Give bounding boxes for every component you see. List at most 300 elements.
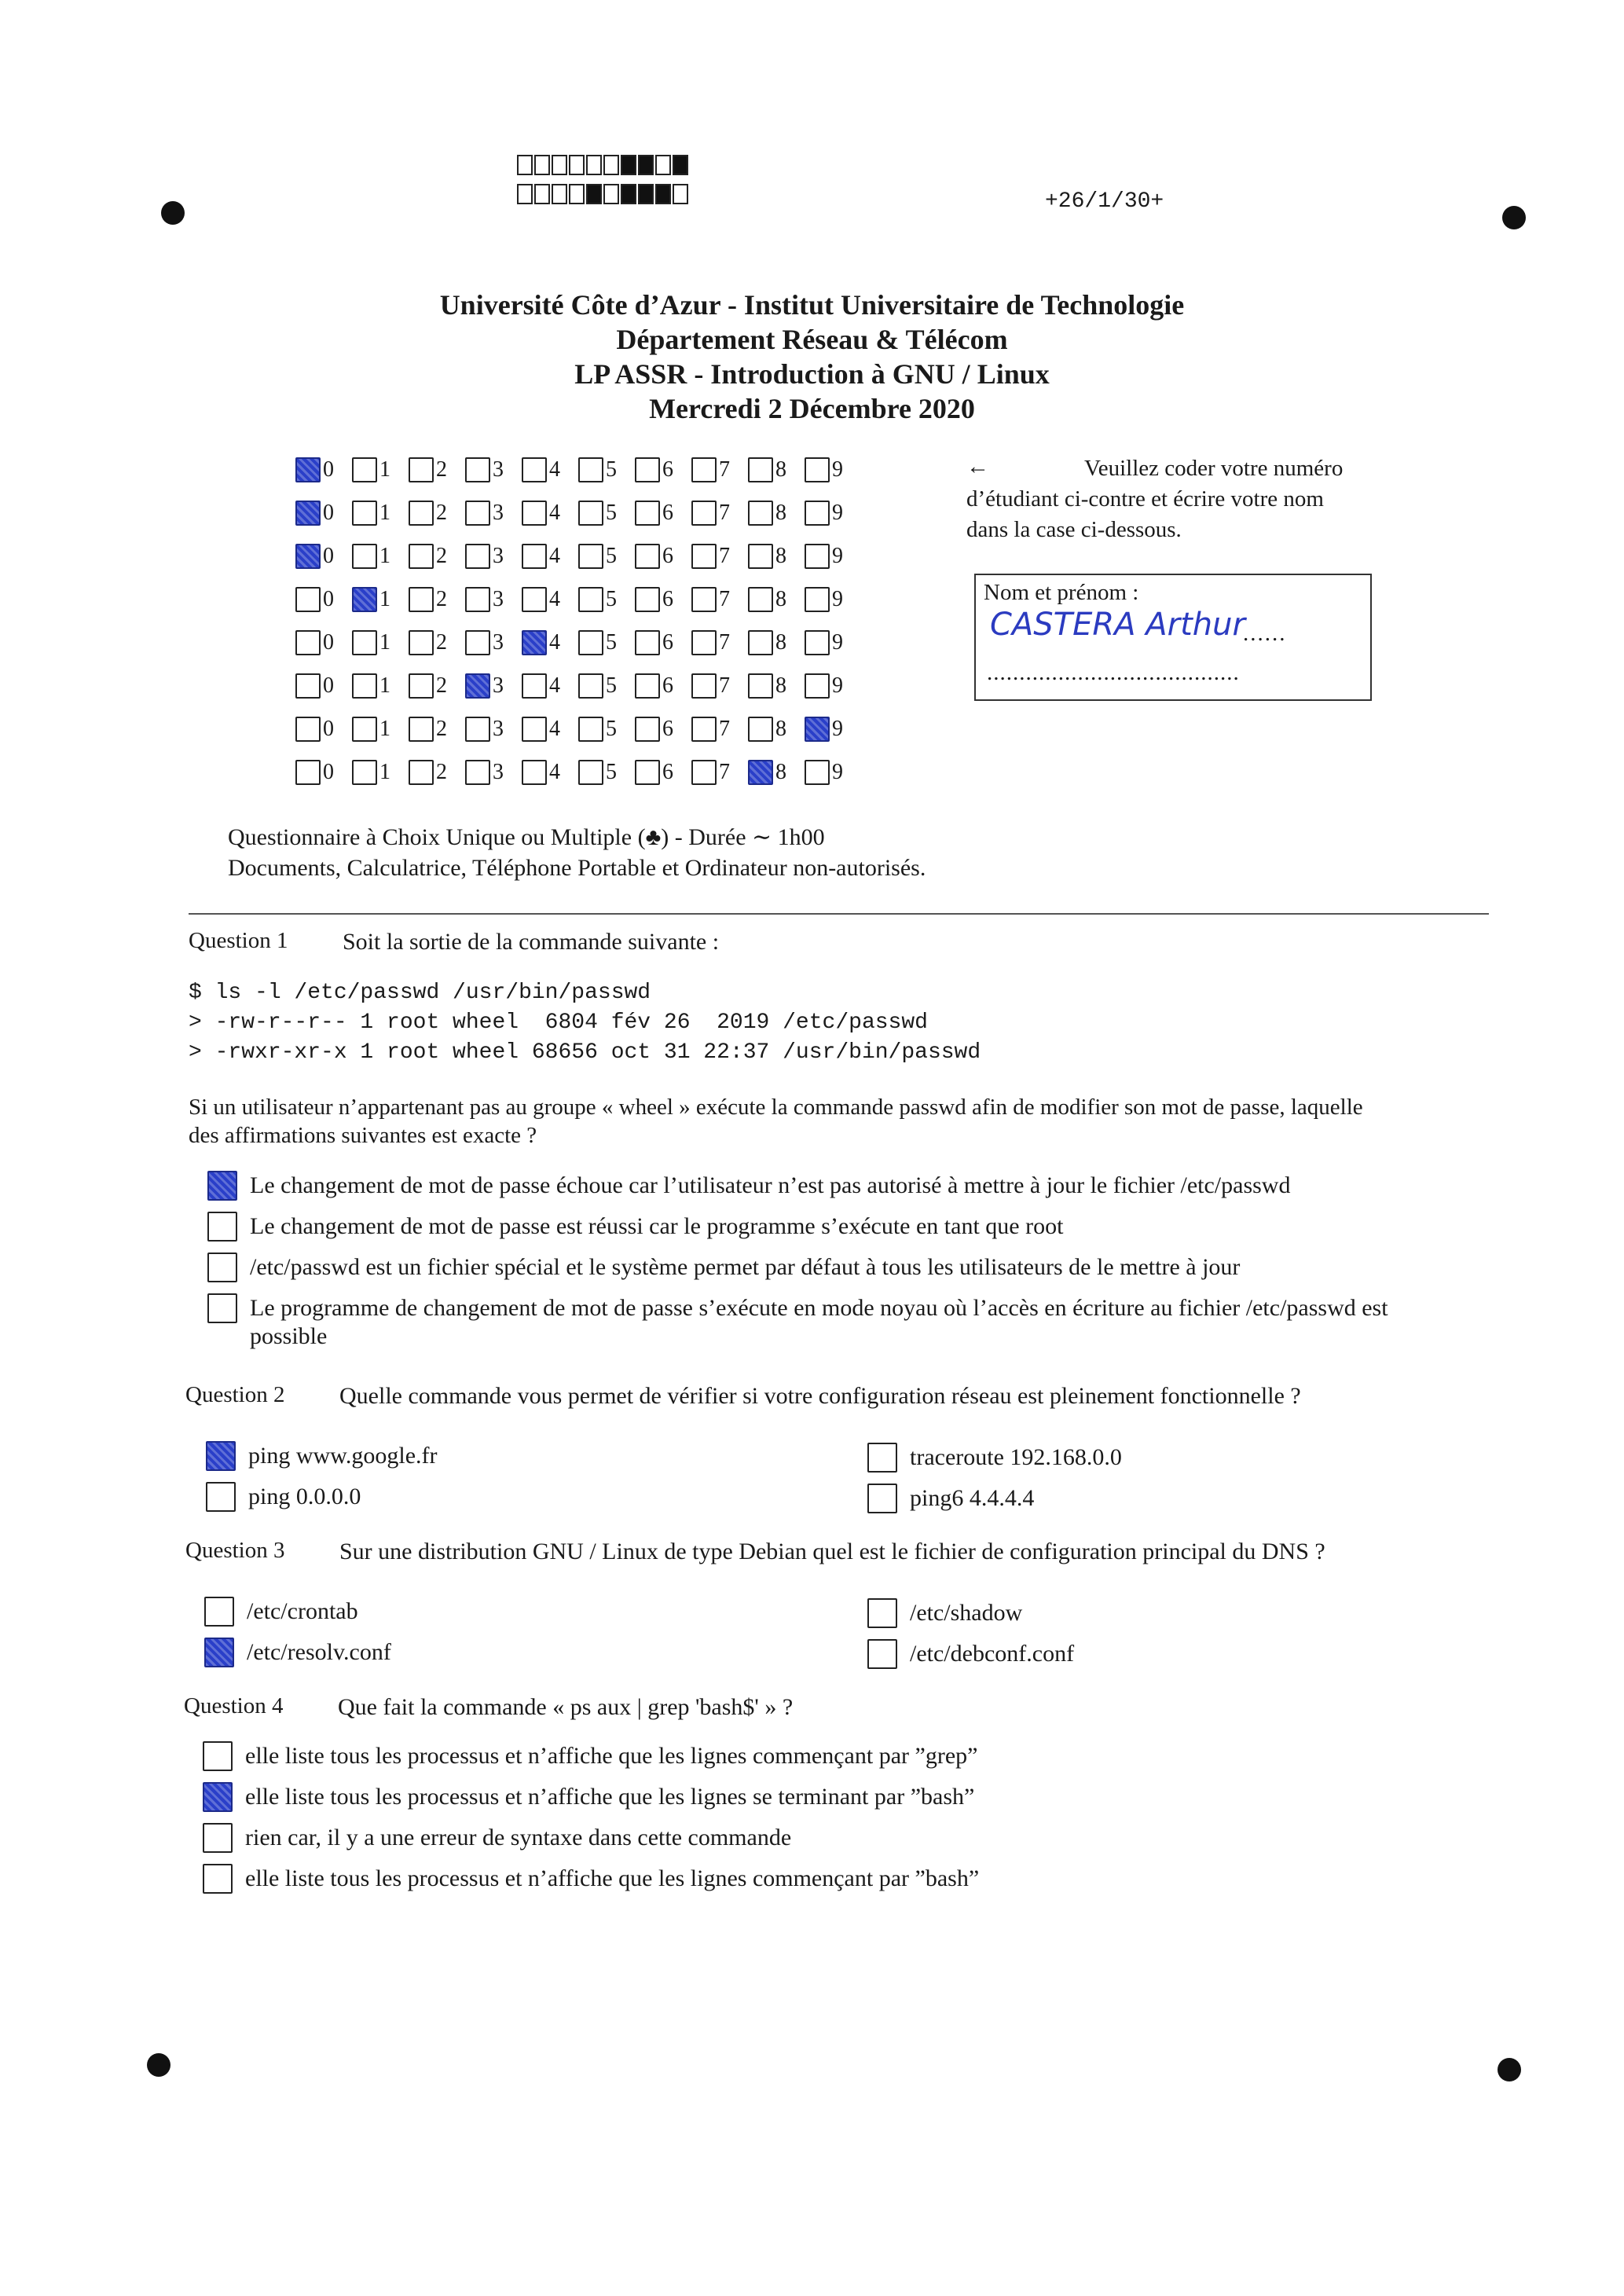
command-output-line-1: > -rw-r--r-- 1 root wheel 6804 fév 26 2019 /etc/passwd bbox=[189, 1010, 928, 1035]
digit-option[interactable] bbox=[691, 457, 748, 482]
digit-option[interactable] bbox=[465, 760, 522, 785]
digit-option[interactable] bbox=[805, 717, 861, 742]
digit-option[interactable] bbox=[748, 760, 805, 785]
question-2-prompt: Quelle commande vous permet de vérifier si votre configuration réseau est pleinement fonctionnelle ? bbox=[339, 1383, 1301, 1409]
digit-checkbox[interactable] bbox=[691, 630, 717, 655]
digit-option[interactable] bbox=[578, 630, 635, 655]
digit-checkbox[interactable] bbox=[805, 457, 830, 482]
q1-choice-1[interactable] bbox=[207, 1172, 1290, 1201]
question-1-text-line-2: des affirmations suivantes est exacte ? bbox=[189, 1123, 537, 1148]
digit-label: 8 bbox=[775, 501, 786, 525]
digit-checkbox[interactable] bbox=[635, 501, 660, 526]
digit-option[interactable] bbox=[352, 544, 409, 569]
q1-choice-4-text-line-1: Le programme de changement de mot de passe s’exécute en mode noyau où l’accès en écriture au fichier /etc/passwd est bbox=[250, 1295, 1388, 1321]
digit-checkbox[interactable] bbox=[691, 717, 717, 742]
digit-option[interactable] bbox=[691, 717, 748, 742]
q1-choice-4[interactable] bbox=[207, 1295, 1388, 1350]
digit-checkbox[interactable] bbox=[691, 587, 717, 612]
digit-label: 2 bbox=[436, 630, 447, 655]
question-3-prompt: Sur une distribution GNU / Linux de type Debian quel est le fichier de configuration principal du DNS ? bbox=[339, 1539, 1325, 1564]
q3-choice-2-text: /etc/shadow bbox=[910, 1600, 1023, 1626]
digit-option[interactable] bbox=[352, 630, 409, 655]
digit-checkbox[interactable] bbox=[522, 673, 547, 699]
digit-label: 0 bbox=[323, 717, 334, 741]
instructions-line-3: dans la case ci-dessous. bbox=[966, 517, 1182, 542]
digit-option[interactable] bbox=[635, 587, 691, 612]
digit-checkbox[interactable] bbox=[805, 587, 830, 612]
digit-label: 3 bbox=[493, 457, 504, 482]
digit-option[interactable] bbox=[578, 457, 635, 482]
digit-option[interactable] bbox=[409, 673, 465, 699]
digit-checkbox[interactable] bbox=[578, 587, 603, 612]
q1-choice-4-text-line-2: possible bbox=[250, 1323, 328, 1349]
digit-label: 1 bbox=[379, 544, 390, 568]
q2-choice-3-checkbox[interactable] bbox=[206, 1482, 236, 1512]
page-code: +26/1/30+ bbox=[1045, 189, 1164, 214]
digit-checkbox[interactable] bbox=[409, 587, 434, 612]
q4-choice-1-text: elle liste tous les processus et n’affiche que les lignes commençant par ”grep” bbox=[245, 1743, 978, 1769]
digit-option[interactable] bbox=[748, 544, 805, 569]
digit-option[interactable] bbox=[805, 760, 861, 785]
digit-option[interactable] bbox=[578, 544, 635, 569]
digit-checkbox[interactable] bbox=[295, 457, 321, 482]
name-box[interactable] bbox=[974, 574, 1372, 701]
digit-checkbox[interactable] bbox=[635, 760, 660, 785]
section-divider bbox=[189, 913, 1489, 915]
handwritten-name: CASTERA Arthur bbox=[990, 607, 1245, 643]
digit-option[interactable] bbox=[409, 544, 465, 569]
q3-choice-4-text: /etc/debconf.conf bbox=[910, 1641, 1075, 1667]
digit-checkbox[interactable] bbox=[409, 717, 434, 742]
q1-choice-2[interactable] bbox=[207, 1213, 1063, 1242]
digit-option[interactable] bbox=[352, 587, 409, 612]
registration-mark-top-left bbox=[161, 201, 185, 225]
digit-checkbox[interactable] bbox=[691, 544, 717, 569]
digit-checkbox[interactable] bbox=[748, 717, 773, 742]
digit-option[interactable] bbox=[295, 587, 352, 612]
digit-label: 4 bbox=[549, 673, 560, 698]
digit-checkbox[interactable] bbox=[805, 673, 830, 699]
digit-label: 8 bbox=[775, 717, 786, 741]
digit-checkbox[interactable] bbox=[465, 717, 490, 742]
digit-checkbox[interactable] bbox=[409, 630, 434, 655]
digit-option[interactable] bbox=[691, 760, 748, 785]
digit-checkbox[interactable] bbox=[295, 760, 321, 785]
digit-option[interactable] bbox=[465, 587, 522, 612]
digit-option[interactable] bbox=[805, 457, 861, 482]
digit-checkbox[interactable] bbox=[295, 630, 321, 655]
digit-option[interactable] bbox=[691, 630, 748, 655]
digit-checkbox[interactable] bbox=[465, 760, 490, 785]
digit-checkbox[interactable] bbox=[409, 544, 434, 569]
q3-choice-1-checkbox[interactable] bbox=[204, 1597, 234, 1627]
digit-checkbox[interactable] bbox=[522, 544, 547, 569]
digit-checkbox[interactable] bbox=[352, 544, 377, 569]
digit-checkbox[interactable] bbox=[635, 544, 660, 569]
digit-label: 5 bbox=[606, 501, 617, 525]
student-number-row bbox=[295, 670, 861, 702]
digit-label: 9 bbox=[832, 544, 843, 568]
q3-choice-2[interactable] bbox=[867, 1600, 1022, 1628]
digit-option[interactable] bbox=[748, 501, 805, 526]
digit-label: 8 bbox=[775, 760, 786, 784]
digit-option[interactable] bbox=[691, 501, 748, 526]
digit-option[interactable] bbox=[352, 673, 409, 699]
digit-checkbox[interactable] bbox=[465, 673, 490, 699]
digit-option[interactable] bbox=[578, 673, 635, 699]
header-date: Mercredi 2 Décembre 2020 bbox=[649, 393, 975, 424]
digit-checkbox[interactable] bbox=[352, 587, 377, 612]
q2-choice-4-checkbox[interactable] bbox=[867, 1484, 897, 1513]
digit-option[interactable] bbox=[352, 457, 409, 482]
digit-checkbox[interactable] bbox=[635, 717, 660, 742]
digit-checkbox[interactable] bbox=[748, 673, 773, 699]
digit-label: 3 bbox=[493, 544, 504, 568]
question-4-prompt: Que fait la commande « ps aux | grep 'bash$' » ? bbox=[338, 1694, 794, 1720]
q3-choice-3-text: /etc/resolv.conf bbox=[247, 1639, 391, 1665]
exam-info-line-2: Documents, Calculatrice, Téléphone Portable et Ordinateur non-autorisés. bbox=[228, 855, 926, 881]
digit-option[interactable] bbox=[522, 457, 578, 482]
digit-label: 3 bbox=[493, 501, 504, 525]
header-department: Département Réseau & Télécom bbox=[616, 324, 1008, 355]
digit-option[interactable] bbox=[578, 501, 635, 526]
digit-option[interactable] bbox=[805, 587, 861, 612]
digit-option[interactable] bbox=[805, 630, 861, 655]
q3-choice-3[interactable] bbox=[204, 1639, 391, 1667]
digit-option[interactable] bbox=[578, 760, 635, 785]
q3-choice-3-checkbox[interactable] bbox=[204, 1638, 234, 1667]
digit-label: 7 bbox=[719, 717, 730, 741]
digit-checkbox[interactable] bbox=[691, 673, 717, 699]
digit-option[interactable] bbox=[295, 760, 352, 785]
digit-option[interactable] bbox=[635, 457, 691, 482]
digit-label: 6 bbox=[662, 544, 673, 568]
digit-option[interactable] bbox=[352, 717, 409, 742]
digit-option[interactable] bbox=[295, 501, 352, 526]
digit-label: 7 bbox=[719, 760, 730, 784]
digit-checkbox[interactable] bbox=[295, 544, 321, 569]
digit-label: 4 bbox=[549, 501, 560, 525]
q2-choice-3[interactable] bbox=[206, 1484, 361, 1512]
digit-checkbox[interactable] bbox=[578, 501, 603, 526]
digit-option[interactable] bbox=[522, 760, 578, 785]
digit-checkbox[interactable] bbox=[522, 457, 547, 482]
q2-choice-1[interactable] bbox=[206, 1443, 438, 1471]
digit-option[interactable] bbox=[522, 587, 578, 612]
q3-choice-4[interactable] bbox=[867, 1641, 1074, 1669]
question-1-label: Question 1 bbox=[189, 928, 288, 953]
digit-label: 5 bbox=[606, 717, 617, 741]
digit-label: 6 bbox=[662, 630, 673, 655]
digit-label: 6 bbox=[662, 760, 673, 784]
digit-option[interactable] bbox=[465, 717, 522, 742]
digit-checkbox[interactable] bbox=[578, 673, 603, 699]
digit-option[interactable] bbox=[295, 673, 352, 699]
digit-checkbox[interactable] bbox=[748, 630, 773, 655]
command-output-line-2: > -rwxr-xr-x 1 root wheel 68656 oct 31 22:37 /usr/bin/passwd bbox=[189, 1040, 981, 1065]
digit-label: 0 bbox=[323, 501, 334, 525]
digit-label: 6 bbox=[662, 673, 673, 698]
digit-label: 0 bbox=[323, 587, 334, 611]
digit-option[interactable] bbox=[409, 760, 465, 785]
digit-label: 4 bbox=[549, 760, 560, 784]
digit-checkbox[interactable] bbox=[295, 673, 321, 699]
q1-choice-1-checkbox[interactable] bbox=[207, 1171, 237, 1201]
digit-option[interactable] bbox=[295, 457, 352, 482]
q4-choice-2[interactable] bbox=[203, 1784, 974, 1812]
student-number-row bbox=[295, 454, 861, 486]
digit-option[interactable] bbox=[748, 457, 805, 482]
digit-checkbox[interactable] bbox=[805, 717, 830, 742]
digit-checkbox[interactable] bbox=[635, 630, 660, 655]
digit-option[interactable] bbox=[805, 673, 861, 699]
digit-checkbox[interactable] bbox=[522, 501, 547, 526]
digit-option[interactable] bbox=[465, 457, 522, 482]
digit-option[interactable] bbox=[465, 673, 522, 699]
digit-checkbox[interactable] bbox=[409, 501, 434, 526]
digit-option[interactable] bbox=[748, 587, 805, 612]
student-number-row bbox=[295, 627, 861, 658]
digit-checkbox[interactable] bbox=[352, 760, 377, 785]
digit-checkbox[interactable] bbox=[295, 587, 321, 612]
question-1-prompt: Soit la sortie de la commande suivante : bbox=[343, 929, 720, 955]
digit-checkbox[interactable] bbox=[691, 457, 717, 482]
digit-checkbox[interactable] bbox=[691, 501, 717, 526]
digit-checkbox[interactable] bbox=[691, 760, 717, 785]
digit-checkbox[interactable] bbox=[578, 544, 603, 569]
digit-label: 2 bbox=[436, 760, 447, 784]
digit-option[interactable] bbox=[805, 501, 861, 526]
instructions-line-2: d’étudiant ci-contre et écrire votre nom bbox=[966, 486, 1324, 512]
digit-checkbox[interactable] bbox=[295, 717, 321, 742]
digit-checkbox[interactable] bbox=[465, 630, 490, 655]
digit-option[interactable] bbox=[635, 501, 691, 526]
digit-label: 5 bbox=[606, 630, 617, 655]
digit-option[interactable] bbox=[352, 760, 409, 785]
digit-option[interactable] bbox=[635, 544, 691, 569]
digit-option[interactable] bbox=[748, 673, 805, 699]
digit-label: 6 bbox=[662, 717, 673, 741]
digit-label: 7 bbox=[719, 544, 730, 568]
digit-checkbox[interactable] bbox=[578, 717, 603, 742]
digit-label: 9 bbox=[832, 673, 843, 698]
digit-label: 1 bbox=[379, 717, 390, 741]
q4-choice-1[interactable] bbox=[203, 1743, 977, 1771]
digit-label: 5 bbox=[606, 544, 617, 568]
digit-label: 4 bbox=[549, 630, 560, 655]
digit-checkbox[interactable] bbox=[805, 630, 830, 655]
digit-label: 5 bbox=[606, 673, 617, 698]
digit-checkbox[interactable] bbox=[352, 673, 377, 699]
digit-option[interactable] bbox=[409, 630, 465, 655]
header-course: LP ASSR - Introduction à GNU / Linux bbox=[574, 358, 1050, 390]
digit-option[interactable] bbox=[295, 630, 352, 655]
digit-label: 3 bbox=[493, 673, 504, 698]
q4-choice-1-checkbox[interactable] bbox=[203, 1741, 233, 1771]
q1-choice-4-checkbox[interactable] bbox=[207, 1293, 237, 1323]
q1-choice-3-text: /etc/passwd est un fichier spécial et le système permet par défaut à tous les utilisateurs de le mettre à jour bbox=[250, 1254, 1241, 1280]
q1-choice-2-text: Le changement de mot de passe est réussi car le programme s’exécute en tant que root bbox=[250, 1213, 1064, 1239]
digit-checkbox[interactable] bbox=[635, 673, 660, 699]
digit-checkbox[interactable] bbox=[578, 630, 603, 655]
digit-checkbox[interactable] bbox=[748, 457, 773, 482]
digit-label: 1 bbox=[379, 630, 390, 655]
q2-choice-1-text: ping www.google.fr bbox=[248, 1443, 438, 1469]
digit-checkbox[interactable] bbox=[635, 587, 660, 612]
q4-choice-4-checkbox[interactable] bbox=[203, 1864, 233, 1894]
digit-label: 7 bbox=[719, 630, 730, 655]
digit-label: 0 bbox=[323, 544, 334, 568]
q2-choice-1-checkbox[interactable] bbox=[206, 1441, 236, 1471]
digit-label: 9 bbox=[832, 457, 843, 482]
q4-choice-2-checkbox[interactable] bbox=[203, 1782, 233, 1812]
digit-label: 5 bbox=[606, 457, 617, 482]
digit-checkbox[interactable] bbox=[409, 457, 434, 482]
digit-label: 6 bbox=[662, 457, 673, 482]
digit-option[interactable] bbox=[465, 544, 522, 569]
digit-label: 4 bbox=[549, 457, 560, 482]
digit-label: 9 bbox=[832, 630, 843, 655]
digit-checkbox[interactable] bbox=[522, 587, 547, 612]
digit-option[interactable] bbox=[748, 630, 805, 655]
digit-checkbox[interactable] bbox=[805, 501, 830, 526]
instructions-line-1: Veuillez coder votre numéro bbox=[1084, 456, 1344, 481]
digit-label: 8 bbox=[775, 630, 786, 655]
digit-option[interactable] bbox=[635, 717, 691, 742]
digit-checkbox[interactable] bbox=[805, 760, 830, 785]
digit-checkbox[interactable] bbox=[748, 587, 773, 612]
student-number-row bbox=[295, 757, 861, 788]
digit-checkbox[interactable] bbox=[805, 544, 830, 569]
q3-choice-2-checkbox[interactable] bbox=[867, 1598, 897, 1628]
digit-option[interactable] bbox=[748, 717, 805, 742]
digit-option[interactable] bbox=[409, 587, 465, 612]
digit-option[interactable] bbox=[522, 717, 578, 742]
digit-checkbox[interactable] bbox=[409, 673, 434, 699]
digit-label: 2 bbox=[436, 673, 447, 698]
q2-choice-2-checkbox[interactable] bbox=[867, 1443, 897, 1473]
digit-checkbox[interactable] bbox=[465, 587, 490, 612]
command-line-1: $ ls -l /etc/passwd /usr/bin/passwd bbox=[189, 981, 651, 1005]
q4-choice-3-checkbox[interactable] bbox=[203, 1823, 233, 1853]
q1-choice-2-checkbox[interactable] bbox=[207, 1212, 237, 1242]
digit-option[interactable] bbox=[465, 630, 522, 655]
digit-option[interactable] bbox=[691, 673, 748, 699]
digit-label: 7 bbox=[719, 673, 730, 698]
question-4-label: Question 4 bbox=[184, 1693, 284, 1718]
digit-checkbox[interactable] bbox=[578, 760, 603, 785]
digit-label: 2 bbox=[436, 587, 447, 611]
q4-choice-4-text: elle liste tous les processus et n’affiche que les lignes commençant par ”bash” bbox=[245, 1865, 980, 1891]
digit-checkbox[interactable] bbox=[465, 457, 490, 482]
q4-choice-4[interactable] bbox=[203, 1865, 979, 1894]
digit-option[interactable] bbox=[635, 673, 691, 699]
q1-choice-3[interactable] bbox=[207, 1254, 1240, 1282]
digit-option[interactable] bbox=[635, 760, 691, 785]
digit-option[interactable] bbox=[522, 501, 578, 526]
digit-label: 1 bbox=[379, 501, 390, 525]
digit-checkbox[interactable] bbox=[352, 630, 377, 655]
digit-checkbox[interactable] bbox=[295, 501, 321, 526]
digit-checkbox[interactable] bbox=[635, 457, 660, 482]
digit-option[interactable] bbox=[691, 587, 748, 612]
digit-checkbox[interactable] bbox=[465, 544, 490, 569]
q4-choice-3-text: rien car, il y a une erreur de syntaxe dans cette commande bbox=[245, 1825, 792, 1850]
digit-label: 2 bbox=[436, 544, 447, 568]
registration-mark-bottom-left bbox=[147, 2053, 170, 2077]
digit-checkbox[interactable] bbox=[409, 760, 434, 785]
student-number-row bbox=[295, 584, 861, 615]
digit-checkbox[interactable] bbox=[352, 457, 377, 482]
q2-choice-3-text: ping 0.0.0.0 bbox=[248, 1484, 361, 1509]
digit-option[interactable] bbox=[409, 717, 465, 742]
digit-label: 6 bbox=[662, 501, 673, 525]
digit-checkbox[interactable] bbox=[748, 501, 773, 526]
digit-checkbox[interactable] bbox=[522, 630, 547, 655]
digit-label: 0 bbox=[323, 630, 334, 655]
q4-choice-2-text: elle liste tous les processus et n’affiche que les lignes se terminant par ”bash” bbox=[245, 1784, 975, 1810]
digit-option[interactable] bbox=[578, 717, 635, 742]
digit-label: 4 bbox=[549, 717, 560, 741]
digit-option[interactable] bbox=[295, 544, 352, 569]
digit-label: 9 bbox=[832, 587, 843, 611]
digit-option[interactable] bbox=[522, 544, 578, 569]
question-2-label: Question 2 bbox=[185, 1382, 285, 1407]
digit-option[interactable] bbox=[522, 673, 578, 699]
digit-checkbox[interactable] bbox=[465, 501, 490, 526]
digit-label: 1 bbox=[379, 587, 390, 611]
digit-option[interactable] bbox=[578, 587, 635, 612]
q2-choice-2[interactable] bbox=[867, 1444, 1122, 1473]
digit-checkbox[interactable] bbox=[578, 457, 603, 482]
digit-label: 3 bbox=[493, 630, 504, 655]
q4-choice-3[interactable] bbox=[203, 1825, 791, 1853]
q3-choice-1[interactable] bbox=[204, 1598, 358, 1627]
digit-checkbox[interactable] bbox=[352, 501, 377, 526]
q1-choice-3-checkbox[interactable] bbox=[207, 1253, 237, 1282]
digit-label: 9 bbox=[832, 717, 843, 741]
digit-option[interactable] bbox=[805, 544, 861, 569]
digit-label: 5 bbox=[606, 587, 617, 611]
digit-option[interactable] bbox=[295, 717, 352, 742]
digit-option[interactable] bbox=[522, 630, 578, 655]
digit-option[interactable] bbox=[409, 501, 465, 526]
digit-checkbox[interactable] bbox=[522, 717, 547, 742]
digit-option[interactable] bbox=[635, 630, 691, 655]
digit-label: 8 bbox=[775, 544, 786, 568]
digit-label: 2 bbox=[436, 457, 447, 482]
digit-option[interactable] bbox=[409, 457, 465, 482]
digit-label: 5 bbox=[606, 760, 617, 784]
digit-checkbox[interactable] bbox=[748, 544, 773, 569]
digit-option[interactable] bbox=[691, 544, 748, 569]
digit-label: 1 bbox=[379, 673, 390, 698]
digit-checkbox[interactable] bbox=[522, 760, 547, 785]
q2-choice-4[interactable] bbox=[867, 1485, 1034, 1513]
digit-label: 1 bbox=[379, 760, 390, 784]
digit-checkbox[interactable] bbox=[748, 760, 773, 785]
name-box-label: Nom et prénom : bbox=[984, 580, 1139, 605]
digit-label: 7 bbox=[719, 587, 730, 611]
q3-choice-4-checkbox[interactable] bbox=[867, 1639, 897, 1669]
digit-checkbox[interactable] bbox=[352, 717, 377, 742]
digit-label: 6 bbox=[662, 587, 673, 611]
digit-label: 3 bbox=[493, 717, 504, 741]
digit-option[interactable] bbox=[465, 501, 522, 526]
digit-label: 8 bbox=[775, 587, 786, 611]
digit-option[interactable] bbox=[352, 501, 409, 526]
page-barcode-bottom bbox=[517, 184, 690, 204]
